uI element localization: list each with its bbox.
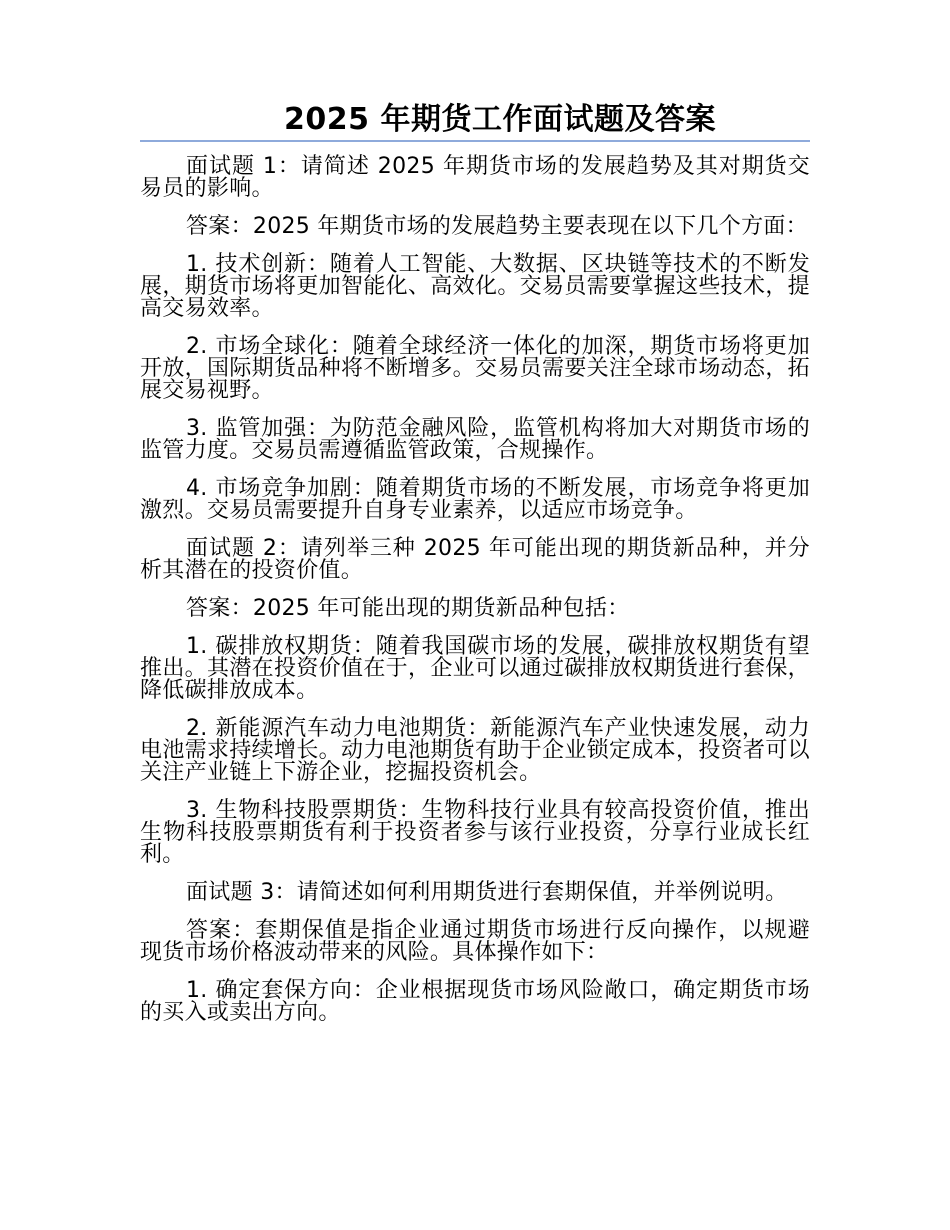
answer-2-item-3: 3. 生物科技股票期货：生物科技行业具有较高投资价值，推出生物科技股票期货有利于投资者参与该行业投资，分享行业成长红利。	[140, 798, 810, 867]
answer-1-item-4: 4. 市场竞争加剧：随着期货市场的不断发展，市场竞争将更加激烈。交易员需要提升自身专业素养，以适应市场竞争。	[140, 476, 810, 523]
answer-3-item-1: 1. 确定套保方向：企业根据现货市场风险敞口，确定期货市场的买入或卖出方向。	[140, 978, 810, 1025]
question-2: 面试题 2：请列举三种 2025 年可能出现的期货新品种，并分析其潜在的投资价值。	[140, 536, 810, 583]
document-page	[140, 100, 810, 1040]
answer-1-intro: 答案：2025 年期货市场的发展趋势主要表现在以下几个方面：	[186, 214, 808, 239]
answer-2-item-2: 2. 新能源汽车动力电池期货：新能源汽车产业快速发展，动力电池需求持续增长。动力电池期货有助于企业锁定成本，投资者可以关注产业链上下游企业，挖掘投资机会。	[140, 716, 810, 785]
document-title: 2025 年期货工作面试题及答案	[284, 102, 716, 137]
question-3: 面试题 3：请简述如何利用期货进行套期保值，并举例说明。	[186, 880, 788, 905]
answer-1-item-3: 3. 监管加强：为防范金融风险，监管机构将加大对期货市场的监管力度。交易员需遵循监管政策，合规操作。	[140, 416, 810, 463]
answer-2-intro: 答案：2025 年可能出现的期货新品种包括：	[186, 596, 630, 621]
answer-2-item-1: 1. 碳排放权期货：随着我国碳市场的发展，碳排放权期货有望推出。其潜在投资价值在于，企业可以通过碳排放权期货进行套保，降低碳排放成本。	[140, 634, 810, 703]
answer-1-item-2: 2. 市场全球化：随着全球经济一体化的加深，期货市场将更加开放，国际期货品种将不断增多。交易员需要关注全球市场动态，拓展交易视野。	[140, 334, 810, 403]
answer-1-item-1: 1. 技术创新：随着人工智能、大数据、区块链等技术的不断发展，期货市场将更加智能化、高效化。交易员需要掌握这些技术，提高交易效率。	[140, 252, 810, 321]
question-1: 面试题 1：请简述 2025 年期货市场的发展趋势及其对期货交易员的影响。	[140, 154, 810, 201]
title-underline	[140, 140, 810, 142]
answer-3-intro: 答案：套期保值是指企业通过期货市场进行反向操作，以规避现货市场价格波动带来的风险。具体操作如下：	[140, 918, 810, 965]
